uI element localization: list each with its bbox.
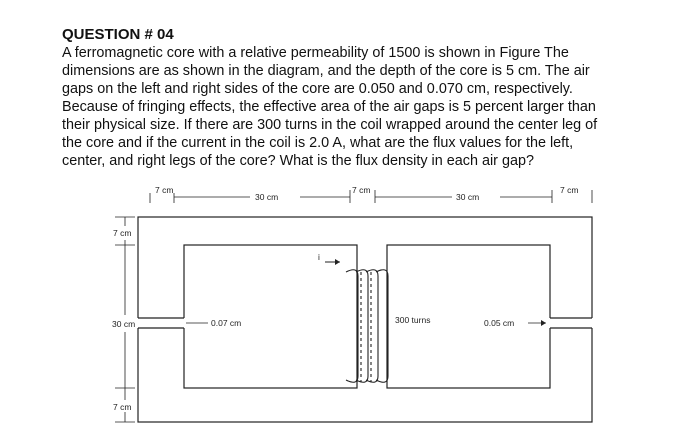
- question-line: Because of fringing effects, the effective area of the air gaps is 5 percent larger than: [62, 99, 596, 115]
- question-line: center, and right legs of the core? What is the flux density in each air gap?: [62, 153, 534, 169]
- core-outline: [138, 217, 592, 422]
- current-label: i: [318, 252, 320, 262]
- question-line: gaps on the left and right sides of the core are 0.050 and 0.070 cm, respectively.: [62, 81, 573, 97]
- dim-bottom-yoke-label: 7 cm: [113, 402, 132, 412]
- dim-right-leg-label: 7 cm: [560, 185, 579, 195]
- coil-turns-label: 300 turns: [395, 315, 431, 325]
- right-gap-label: 0.05 cm: [484, 318, 515, 328]
- question-line: dimensions are as shown in the diagram, and the depth of the core is 5 cm. The air: [62, 63, 590, 79]
- core-outer-edge: [138, 217, 592, 422]
- left-window: [184, 245, 357, 388]
- right-gap-arrowhead: [541, 320, 546, 326]
- dim-center-leg-label: 7 cm: [352, 185, 371, 195]
- coil-winding: [346, 270, 388, 383]
- current-arrow: [318, 252, 340, 265]
- dim-left-leg-label: 7 cm: [155, 185, 174, 195]
- dim-window-height-label: 30 cm: [112, 319, 136, 329]
- dim-left-window-label: 30 cm: [255, 192, 279, 202]
- dim-right-window-label: 30 cm: [456, 192, 480, 202]
- right-air-gap: [548, 318, 594, 328]
- left-gap-label: 0.07 cm: [211, 318, 242, 328]
- left-air-gap: [136, 318, 186, 328]
- question-title: QUESTION # 04: [62, 26, 174, 43]
- question-line: their physical size. If there are 300 turns in the coil wrapped around the center leg of: [62, 117, 598, 133]
- dim-top-yoke-label: 7 cm: [113, 228, 132, 238]
- question-line: A ferromagnetic core with a relative permeability of 1500 is shown in Figure The: [62, 45, 569, 61]
- top-dimensions: [150, 190, 592, 203]
- question-line: the core and if the current in the coil is 2.0 A, what are the flux values for the left,: [62, 135, 574, 151]
